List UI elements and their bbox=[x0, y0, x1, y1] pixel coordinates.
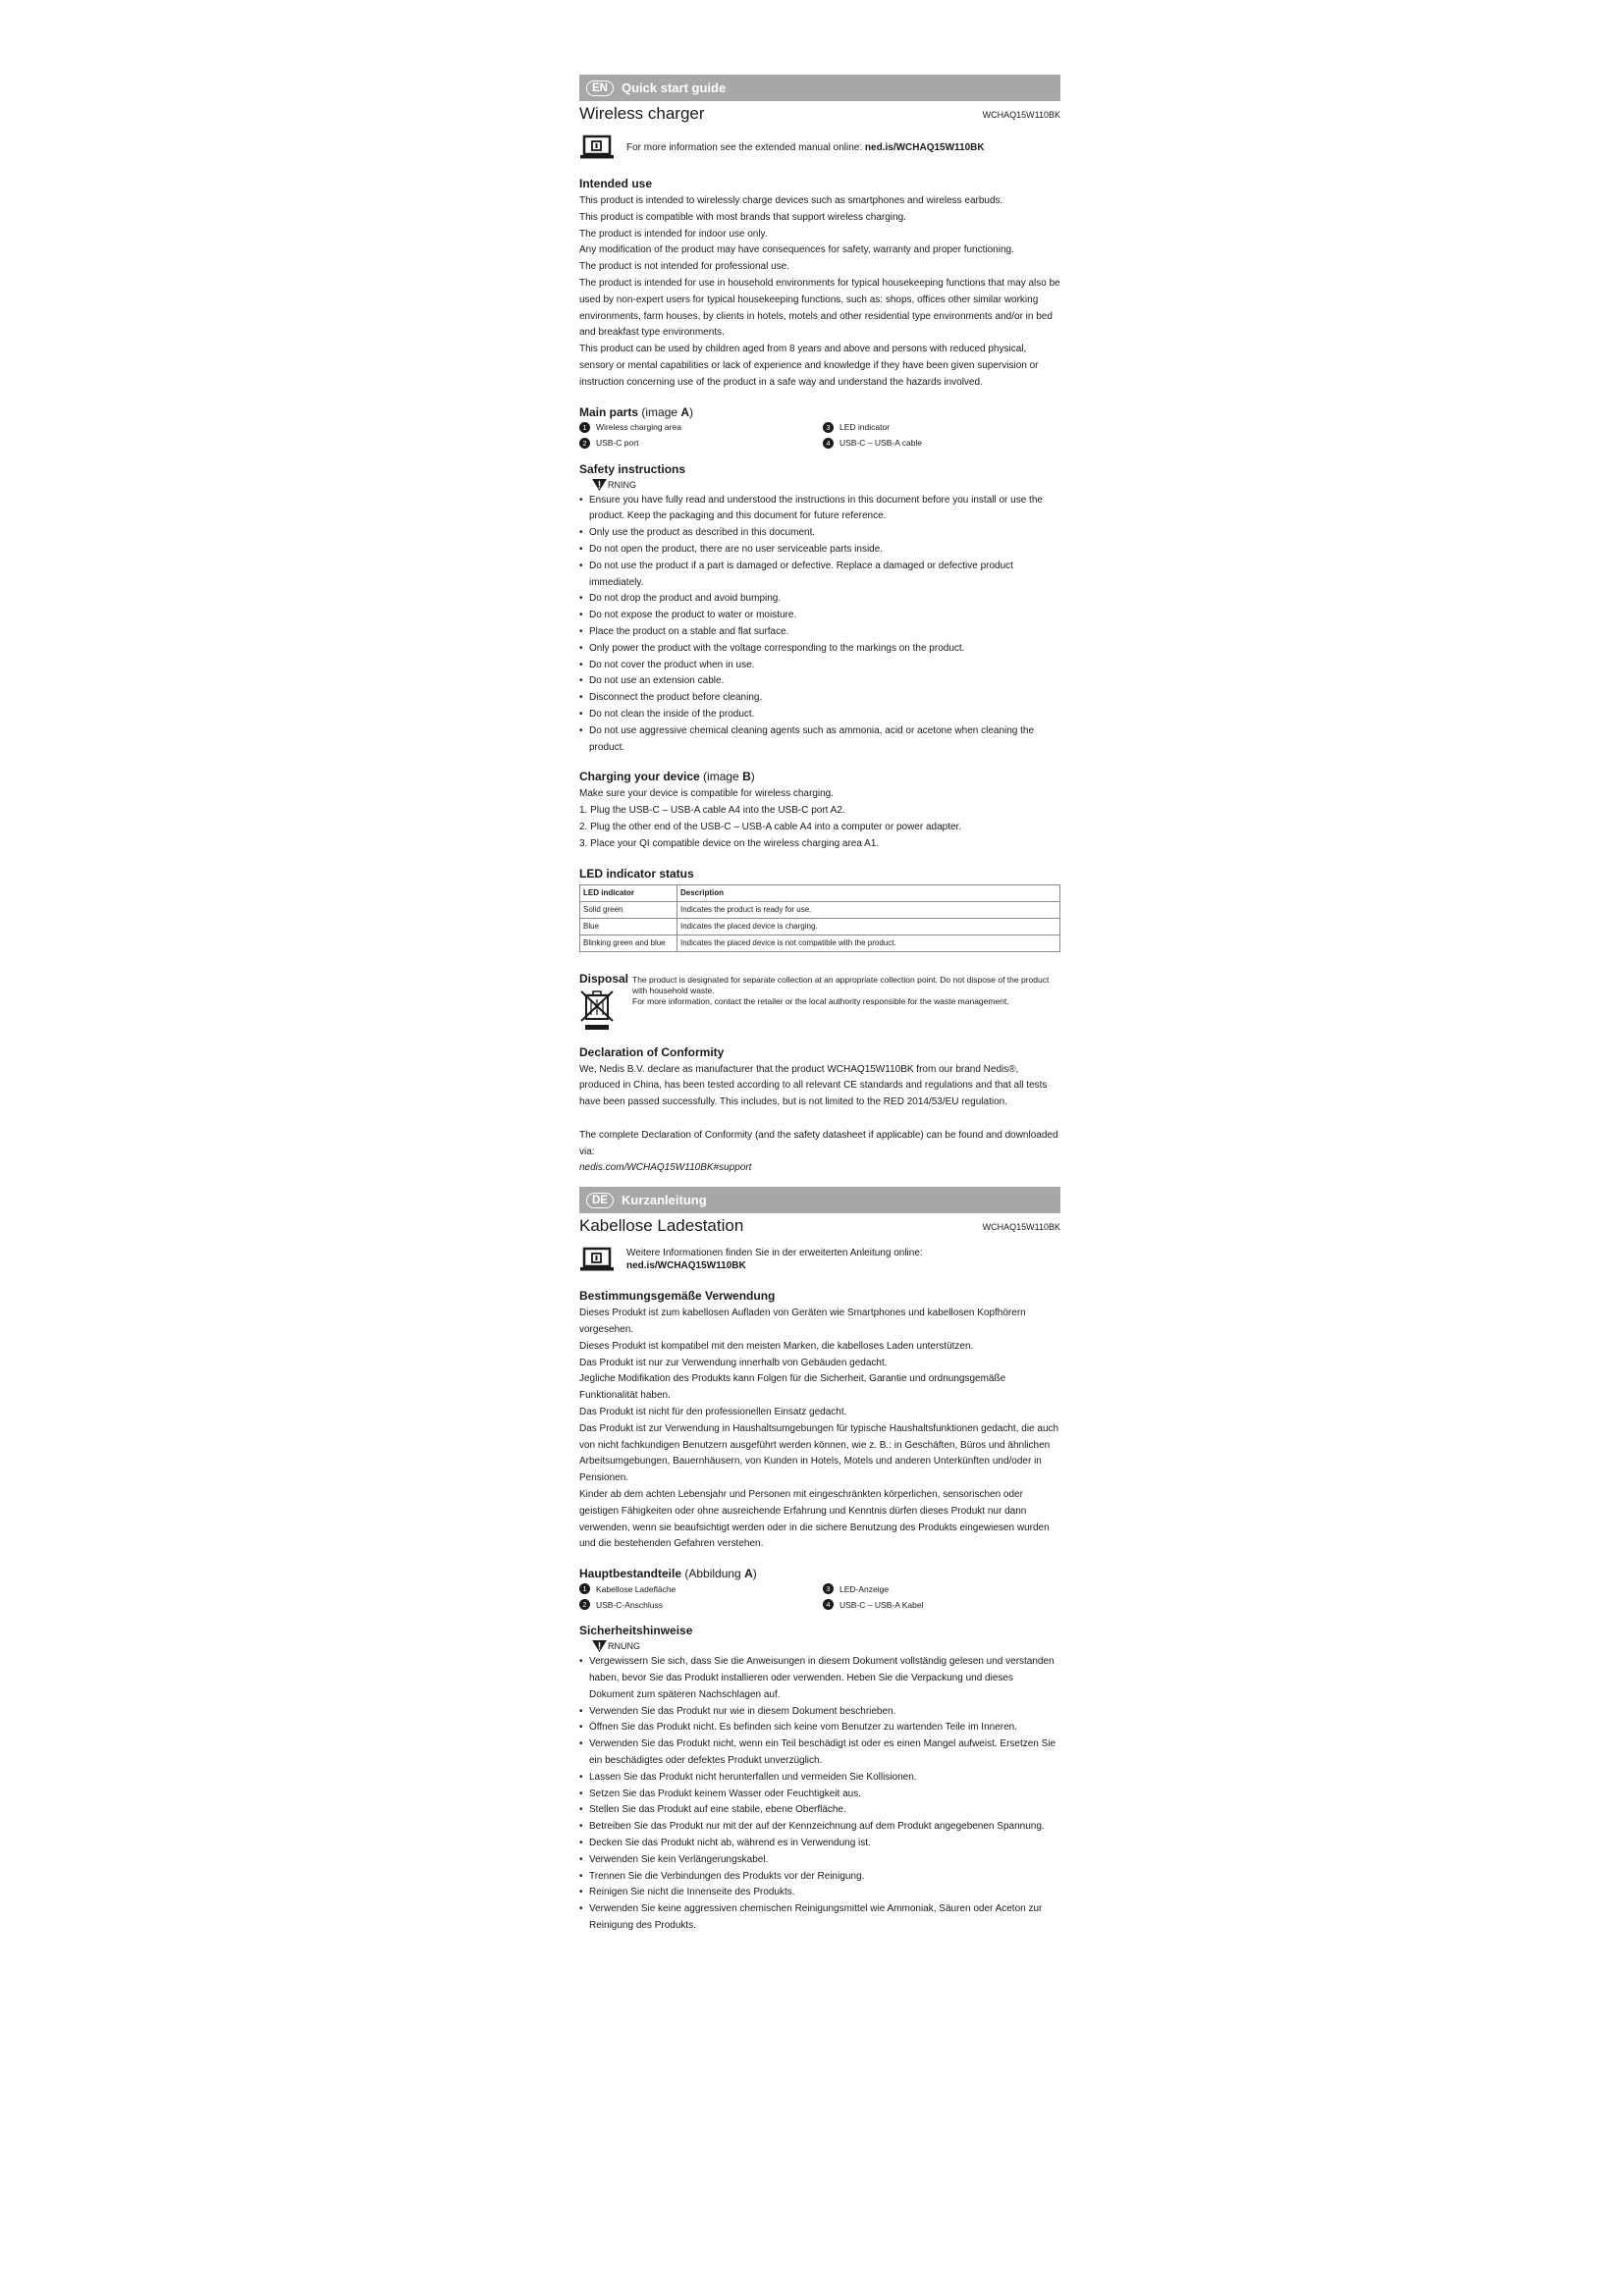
paragraph: The product is intended for indoor use only. bbox=[579, 228, 768, 240]
de-language-title: Kurzanleitung bbox=[621, 1193, 707, 1208]
paragraph: Das Produkt ist nur zur Verwendung innerhalb von Gebäuden gedacht. bbox=[579, 1357, 888, 1368]
laptop-icon bbox=[579, 1247, 615, 1272]
en-disposal-text bbox=[632, 975, 1060, 1032]
crossed-bin-icon bbox=[579, 988, 615, 1032]
en-language-bar bbox=[579, 75, 1060, 101]
list-item: • Do not clean the inside of the product. bbox=[579, 707, 1060, 723]
de-info-text: Weitere Informationen finden Sie in der erweiterten Anleitung online: ned.is/WCHAQ15W110BK bbox=[626, 1248, 923, 1272]
en-safety-heading: Safety instructions bbox=[579, 461, 686, 476]
list-item: • Do not expose the product to water or moisture. bbox=[579, 608, 1060, 624]
de-language-code: DE bbox=[586, 1193, 614, 1208]
warning-triangle-icon bbox=[592, 1640, 607, 1652]
step-item: 2. Plug the other end of the USB-C – USB-A cable A4 into a computer or power adapter. bbox=[579, 821, 962, 832]
paragraph: Dieses Produkt ist kompatibel mit den meisten Marken, die kabelloses Laden unterstützen. bbox=[579, 1340, 974, 1352]
number-badge-icon: 2 bbox=[579, 1599, 590, 1610]
list-item: • Do not use an extension cable. bbox=[579, 673, 1060, 690]
paragraph: For more information, contact the retailer or the local authority responsible for the waste management. bbox=[632, 995, 1009, 1006]
part-item: 2 USB-C port bbox=[579, 438, 823, 449]
de-safety-list bbox=[579, 1654, 1060, 1935]
table-row bbox=[580, 918, 1060, 934]
en-product-title: Wireless charger bbox=[579, 104, 705, 123]
list-item: • Place the product on a stable and flat surface. bbox=[579, 624, 1060, 641]
paragraph: Dieses Produkt ist zum kabellosen Aufladen von Geräten wie Smartphones und kabellosen Kopfhörern vorgesehen. bbox=[579, 1308, 1026, 1336]
part-item: 1 Wireless charging area bbox=[579, 422, 823, 433]
table-cell: Indicates the placed device is not compatible with the product. bbox=[677, 934, 1060, 951]
paragraph: The product is intended for use in household environments for typical housekeeping functions that may also be used by non-expert users for typical housekeeping functions, such as: shops, offices other similar working environments, farm houses, by clients in hotels, motels and other residential type environments and/or in bed and breakfast type environments. bbox=[579, 277, 1060, 339]
list-item: • Only power the product with the voltage corresponding to the markings on the product. bbox=[579, 641, 1060, 658]
de-language-bar bbox=[579, 1187, 1060, 1213]
table-cell: Indicates the product is ready for use. bbox=[677, 901, 1060, 918]
number-badge-icon: 3 bbox=[823, 422, 834, 433]
paragraph: This product can be used by children aged from 8 years and above and persons with reduced physical, sensory or mental capabilities or lack of experience and knowledge if they have been given supervision or instruction concerning use of the product in a safe way and understand the hazards involved. bbox=[579, 344, 1039, 388]
en-manual-link[interactable]: ned.is/WCHAQ15W110BK bbox=[864, 141, 985, 153]
de-safety-heading: Sicherheitshinweise bbox=[579, 1624, 693, 1638]
de-product-title: Kabellose Ladestation bbox=[579, 1216, 744, 1236]
en-conformity-download-text: The complete Declaration of Conformity (and the safety datasheet if applicable) can be found and downloaded via: bbox=[579, 1129, 1058, 1157]
list-item: • Only use the product as described in this document. bbox=[579, 525, 1060, 542]
list-item: • Do not use aggressive chemical cleaning agents such as ammonia, acid or acetone when cleaning the product. bbox=[579, 723, 1060, 757]
paragraph: This product is intended to wirelessly charge devices such as smartphones and wireless earbuds. bbox=[579, 195, 1003, 206]
en-info-row bbox=[579, 132, 1060, 163]
list-item: • Vergewissern Sie sich, dass Sie die Anweisungen in diesem Dokument vollständig gelesen und verstanden haben, bevor Sie das Produkt installieren oder verwenden. Heben Sie die Verpackung und dieses Dokument zum späteren Nachschlagen auf. bbox=[579, 1654, 1060, 1703]
number-badge-icon: 2 bbox=[579, 438, 590, 449]
en-main-parts-heading: Main parts (image A) bbox=[579, 404, 694, 419]
en-language-code: EN bbox=[586, 80, 614, 96]
de-warning-label: RNUNG bbox=[592, 1640, 1060, 1652]
en-main-parts-list bbox=[579, 422, 1060, 449]
de-title-row bbox=[579, 1216, 1060, 1236]
en-charging-intro: Make sure your device is compatible for wireless charging. bbox=[579, 788, 834, 800]
en-support-link[interactable]: nedis.com/WCHAQ15W110BK#support bbox=[579, 1162, 752, 1174]
paragraph: Kinder ab dem achten Lebensjahr und Personen mit eingeschränkten körperlichen, sensorischen oder geistigen Fähigkeiten oder ohne ausreichende Erfahrung und Kenntnis dürfen dieses Produkt nur dann verwenden, wenn sie beaufsichtigt werden oder in die sichere Benutzung des Produkts eingewiesen wurden und die bestehenden Gefahren verstehen. bbox=[579, 1489, 1050, 1550]
list-item: • Stellen Sie das Produkt auf eine stabile, ebene Oberfläche. bbox=[579, 1802, 1060, 1819]
list-item: • Lassen Sie das Produkt nicht herunterfallen und vermeiden Sie Kollisionen. bbox=[579, 1770, 1060, 1787]
table-cell: Solid green bbox=[580, 901, 677, 918]
list-item: • Do not open the product, there are no user serviceable parts inside. bbox=[579, 542, 1060, 559]
table-cell: Blinking green and blue bbox=[580, 934, 677, 951]
de-manual-link[interactable]: ned.is/WCHAQ15W110BK bbox=[626, 1260, 746, 1272]
list-item: • Verwenden Sie das Produkt nicht, wenn ein Teil beschädigt ist oder es einen Mangel aufweist. Ersetzen Sie ein beschädigtes oder defektes Produkt unverzüglich. bbox=[579, 1736, 1060, 1770]
number-badge-icon: 1 bbox=[579, 422, 590, 433]
list-item: • Betreiben Sie das Produkt nur mit der auf der Kennzeichnung auf dem Produkt angegebenen Spannung. bbox=[579, 1819, 1060, 1836]
number-badge-icon: 4 bbox=[823, 438, 834, 449]
de-intended-use-text bbox=[579, 1306, 1060, 1553]
en-language-title: Quick start guide bbox=[621, 80, 727, 95]
part-item: 3 LED-Anzeige bbox=[823, 1583, 1058, 1594]
list-item: • Verwenden Sie kein Verlängerungskabel. bbox=[579, 1852, 1060, 1869]
en-intended-use-heading: Intended use bbox=[579, 177, 653, 190]
paragraph: Jegliche Modifikation des Produkts kann Folgen für die Sicherheit, Garantie und ordnungsgemäße Funktionalität haben. bbox=[579, 1373, 1006, 1402]
paragraph: Any modification of the product may have consequences for safety, warranty and proper functioning. bbox=[579, 244, 1014, 256]
de-intended-use-heading: Bestimmungsgemäße Verwendung bbox=[579, 1289, 776, 1304]
list-item: • Do not use the product if a part is damaged or defective. Replace a damaged or defective product immediately. bbox=[579, 559, 1060, 592]
de-main-parts-list bbox=[579, 1583, 1060, 1610]
table-row bbox=[580, 901, 1060, 918]
part-item: 3 LED indicator bbox=[823, 422, 1058, 433]
en-disposal-heading: Disposal bbox=[579, 971, 629, 986]
number-badge-icon: 1 bbox=[579, 1583, 590, 1594]
number-badge-icon: 3 bbox=[823, 1583, 834, 1594]
paragraph: Das Produkt ist nicht für den professionellen Einsatz gedacht. bbox=[579, 1407, 847, 1418]
list-item: • Trennen Sie die Verbindungen des Produkts vor der Reinigung. bbox=[579, 1869, 1060, 1886]
part-item: 4 USB-C – USB-A Kabel bbox=[823, 1599, 1058, 1610]
en-led-table bbox=[579, 884, 1060, 952]
manual-column bbox=[579, 75, 1060, 1935]
table-header-cell: Description bbox=[677, 884, 1060, 901]
part-item: 1 Kabellose Ladefläche bbox=[579, 1583, 823, 1594]
en-title-row bbox=[579, 104, 1060, 124]
list-item: • Decken Sie das Produkt nicht ab, während es in Verwendung ist. bbox=[579, 1836, 1060, 1852]
list-item: • Verwenden Sie das Produkt nur wie in diesem Dokument beschrieben. bbox=[579, 1704, 1060, 1721]
de-product-code: WCHAQ15W110BK bbox=[982, 1222, 1060, 1233]
en-intended-use-text bbox=[579, 193, 1060, 392]
number-badge-icon: 4 bbox=[823, 1599, 834, 1610]
en-warning-label: RNING bbox=[592, 479, 1060, 491]
laptop-icon bbox=[579, 134, 615, 160]
paragraph: This product is compatible with most brands that support wireless charging. bbox=[579, 211, 906, 223]
list-item: • Disconnect the product before cleaning. bbox=[579, 690, 1060, 707]
en-led-heading: LED indicator status bbox=[579, 866, 694, 881]
paragraph: The product is not intended for professional use. bbox=[579, 261, 790, 273]
en-charging-steps bbox=[579, 803, 1060, 852]
en-charging-heading: Charging your device (image B) bbox=[579, 770, 755, 784]
de-info-row bbox=[579, 1244, 1060, 1275]
table-header-cell: LED indicator bbox=[580, 884, 677, 901]
list-item: • Reinigen Sie nicht die Innenseite des Produkts. bbox=[579, 1885, 1060, 1901]
list-item: • Ensure you have fully read and understood the instructions in this document before you install or use the product. Keep the packaging and this document for future reference. bbox=[579, 493, 1060, 526]
en-conformity-text: We, Nedis B.V. declare as manufacturer that the product WCHAQ15W110BK from our brand Nedis®, produced in China, has been tested according to all relevant CE standards and regulations and that all tests have been passed successfully. This includes, but is not limited to the RED 2014/53/EU regulation. bbox=[579, 1063, 1048, 1108]
warning-triangle-icon bbox=[592, 479, 607, 491]
paragraph: Das Produkt ist zur Verwendung in Haushaltsumgebungen für typische Haushaltsfunktionen gedacht, die auch von nicht fachkundigen Benutzern ausgeführt werden können, wie z. B.: in Geschäften, Büros und ähnlichen Arbeitsumgebungen, Bauernhäusern, von Kunden in Hotels, Motels und anderen Unterkünften und/oder in Pensionen. bbox=[579, 1422, 1059, 1484]
table-cell: Indicates the placed device is charging. bbox=[677, 918, 1060, 934]
table-row bbox=[580, 934, 1060, 951]
paragraph: The product is designated for separate collection at an appropriate collection point. Do not dispose of the product with household waste. bbox=[632, 974, 1050, 995]
part-item: 2 USB-C-Anschluss bbox=[579, 1599, 823, 1610]
de-main-parts-heading: Hauptbestandteile (Abbildung A) bbox=[579, 1567, 757, 1581]
list-item: • Setzen Sie das Produkt keinem Wasser oder Feuchtigkeit aus. bbox=[579, 1787, 1060, 1803]
en-product-code: WCHAQ15W110BK bbox=[982, 110, 1060, 120]
list-item: • Do not cover the product when in use. bbox=[579, 658, 1060, 674]
step-item: 1. Plug the USB-C – USB-A cable A4 into the USB-C port A2. bbox=[579, 805, 845, 817]
step-item: 3. Place your QI compatible device on the wireless charging area A1. bbox=[579, 837, 880, 849]
en-info-text: For more information see the extended manual online: ned.is/WCHAQ15W110BK bbox=[626, 141, 985, 153]
list-item: • Öffnen Sie das Produkt nicht. Es befinden sich keine vom Benutzer zu wartenden Teile im Inneren. bbox=[579, 1720, 1060, 1736]
en-conformity-heading: Declaration of Conformity bbox=[579, 1044, 725, 1059]
table-cell: Blue bbox=[580, 918, 677, 934]
part-item: 4 USB-C – USB-A cable bbox=[823, 438, 1058, 449]
en-safety-list bbox=[579, 493, 1060, 757]
table-header-row bbox=[580, 884, 1060, 901]
list-item: • Do not drop the product and avoid bumping. bbox=[579, 591, 1060, 608]
list-item: • Verwenden Sie keine aggressiven chemischen Reinigungsmittel wie Ammoniak, Säuren oder Aceton zur Reinigung des Produkts. bbox=[579, 1901, 1060, 1935]
